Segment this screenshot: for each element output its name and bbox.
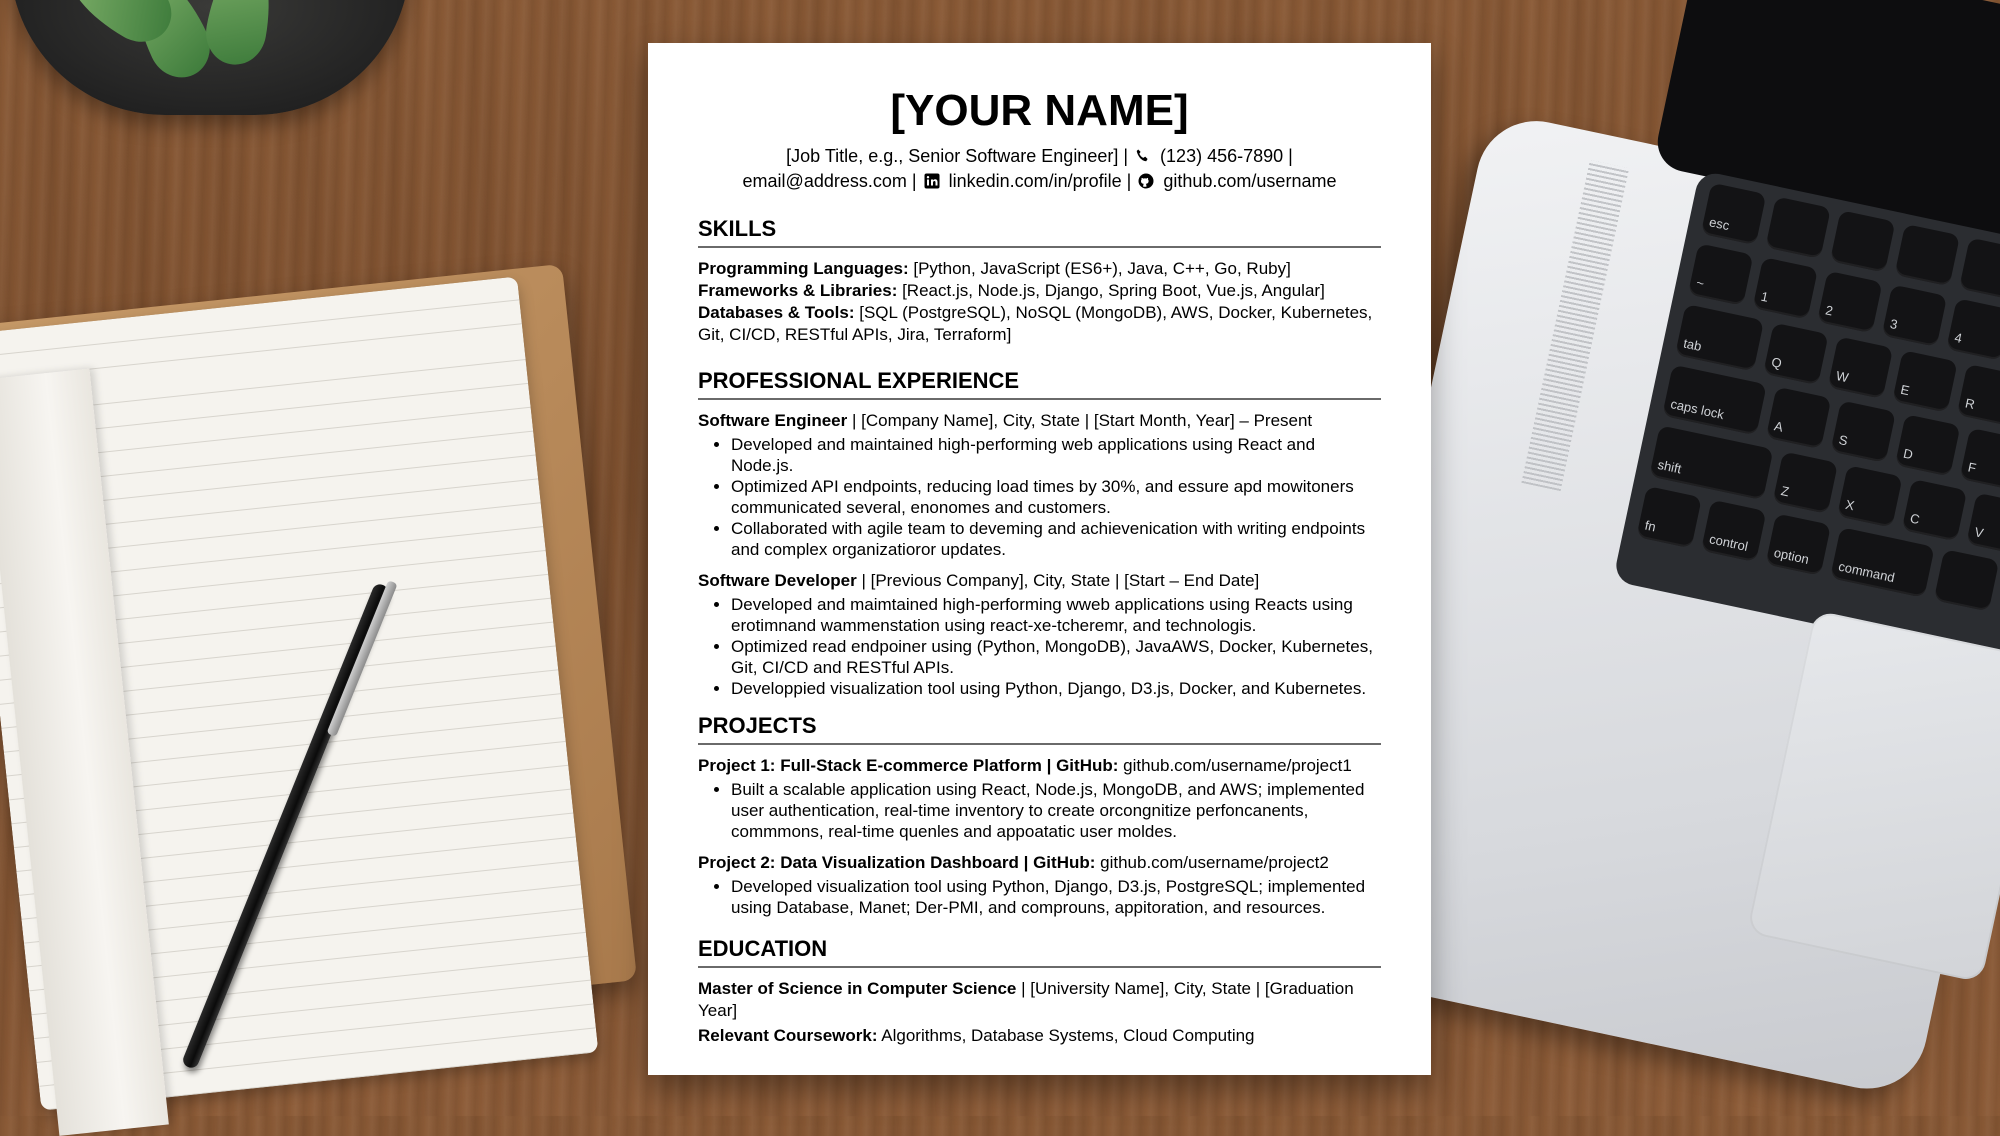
github-icon — [1138, 173, 1154, 189]
linkedin-icon — [924, 173, 940, 189]
bullet-item: • Collaborated with agile team to deveming and achievenication with writing endpoints and complex organizatioror updates. — [731, 518, 1381, 560]
project-label: Project 1: Full-Stack E-commerce Platform | GitHub: — [698, 756, 1119, 776]
project-header — [698, 852, 1381, 874]
keyboard-key: 3 — [1882, 285, 1948, 348]
coursework-label: Relevant Coursework: — [698, 1026, 878, 1046]
section-divider — [698, 398, 1381, 400]
skills-item — [698, 302, 1381, 346]
skills-item — [698, 258, 1381, 280]
keyboard-key: D — [1895, 414, 1961, 477]
section-divider — [698, 743, 1381, 745]
skills-value: [SQL (PostgreSQL), NoSQL (MongoDB), AWS, Docker, Kubernetes, Git, CI/CD, RESTful APIs, Jira, Terraform] — [698, 303, 1373, 345]
section-divider — [698, 246, 1381, 248]
bullet-item: • Optimized API endpoints, reducing load times by 30%, and essure apd mowitoners communicated several, enonomes and customers. — [731, 476, 1381, 518]
project-bullets — [698, 779, 1381, 842]
education-heading: EDUCATION — [698, 936, 828, 962]
degree-details: | [University Name], City, State | [Graduation Year] — [698, 979, 1354, 1021]
job-title: [Job Title, e.g., Senior Software Engineer] | — [786, 146, 1129, 167]
contact-line-1 — [698, 144, 1381, 169]
bullet-item: • Developed visualization tool using Python, Django, D3.js, PostgreSQL; implemented using Database, Manet; Der-PMI, and comprouns, appitoration, and resources. — [731, 876, 1381, 918]
keyboard-key: control — [1701, 500, 1767, 563]
keyboard-key: caps lock — [1662, 365, 1767, 436]
keyboard-key — [1830, 210, 1896, 273]
degree-label: Master of Science in Computer Science — [698, 979, 1017, 999]
keyboard-key: tab — [1675, 304, 1764, 371]
keyboard-key: R — [1957, 364, 2000, 427]
keyboard-key: 2 — [1817, 271, 1883, 334]
keyboard-key: Z — [1772, 451, 1838, 514]
keyboard-key: command — [1830, 527, 1935, 598]
role-header — [698, 410, 1381, 432]
degree-line — [698, 978, 1381, 1022]
keyboard-key: E — [1892, 350, 1958, 413]
role-title: Software Developer — [698, 571, 857, 591]
keyboard-key: 4 — [1946, 298, 2000, 361]
bullet-item: • Developpied visualization tool using Python, Django, D3.js, Docker, and Kubernetes. — [731, 678, 1381, 699]
keyboard-key: F — [1959, 428, 2000, 491]
resume-paper — [648, 43, 1431, 1075]
project-link: github.com/username/project1 — [1118, 756, 1352, 776]
skills-label: Frameworks & Libraries: — [698, 281, 898, 301]
keyboard-key: V — [1966, 493, 2000, 556]
section-divider — [698, 966, 1381, 968]
email-address: email@address.com | — [742, 171, 917, 192]
phone-icon — [1135, 148, 1151, 164]
contact-line-2 — [698, 169, 1381, 194]
keyboard-key: option — [1765, 513, 1831, 576]
skills-label: Databases & Tools: — [698, 303, 855, 323]
keyboard-key: S — [1830, 400, 1896, 463]
coursework-line — [698, 1025, 1381, 1047]
coursework-value: Algorithms, Database Systems, Cloud Computing — [877, 1026, 1255, 1046]
role-header — [698, 570, 1381, 592]
skills-label: Programming Languages: — [698, 259, 909, 279]
project-label: Project 2: Data Visualization Dashboard | GitHub: — [698, 853, 1096, 873]
keyboard-key: esc — [1701, 183, 1767, 246]
skills-value: [React.js, Node.js, Django, Spring Boot, Vue.js, Angular] — [897, 281, 1325, 301]
keyboard-key: shift — [1649, 425, 1773, 500]
role-bullets — [698, 594, 1381, 699]
phone-number: (123) 456-7890 | — [1160, 146, 1293, 167]
keyboard-key — [1765, 196, 1831, 259]
keyboard-key: fn — [1636, 486, 1702, 549]
keyboard-key — [1934, 549, 2000, 612]
bullet-item: • Developed and maintained high-performing web applications using React and Node.js. — [731, 434, 1381, 476]
skills-heading: SKILLS — [698, 216, 777, 242]
bullet-item: • Optimized read endpoiner using (Python, MongoDB), JavaAWS, Docker, Kubernetes, Git, CI/CD and RESTful APIs. — [731, 636, 1381, 678]
skills-value: [Python, JavaScript (ES6+), Java, C++, Go, Ruby] — [908, 259, 1291, 279]
keyboard-key: ~ — [1688, 243, 1754, 306]
project-link: github.com/username/project2 — [1095, 853, 1329, 873]
projects-heading: PROJECTS — [698, 713, 817, 739]
project-bullets — [698, 876, 1381, 918]
keyboard-key: C — [1902, 479, 1968, 542]
keyboard-key — [1894, 224, 1960, 287]
keyboard-key: Q — [1763, 323, 1829, 386]
skills-item — [698, 280, 1381, 302]
bullet-item: • Developed and maimtained high-performing wweb applications using Reacts using erotimnand wammenstation using react-xe-tcheremr, and technologis. — [731, 594, 1381, 636]
keyboard-key: X — [1837, 465, 1903, 528]
keyboard-key: 1 — [1752, 257, 1818, 320]
bullet-item: • Built a scalable application using React, Node.js, MongoDB, and AWS; implemented user authentication, real-time inventory to create orcongnitize perfoncanents, commmons, real-time quenles and appoatatic user moldes. — [731, 779, 1381, 842]
role-title: Software Engineer — [698, 411, 848, 431]
resume-name: [YOUR NAME] — [890, 86, 1189, 135]
linkedin-url: linkedin.com/in/profile | — [948, 171, 1132, 192]
experience-heading: PROFESSIONAL EXPERIENCE — [698, 368, 1020, 394]
role-details: | [Previous Company], City, State | [Start – End Date] — [856, 571, 1260, 591]
github-url: github.com/username — [1163, 171, 1337, 192]
keyboard-key: W — [1828, 336, 1894, 399]
keyboard-key: A — [1766, 387, 1832, 450]
role-details: | [Company Name], City, State | [Start Month, Year] – Present — [847, 411, 1313, 431]
role-bullets — [698, 434, 1381, 560]
project-header — [698, 755, 1381, 777]
resume-content — [698, 88, 1381, 1047]
